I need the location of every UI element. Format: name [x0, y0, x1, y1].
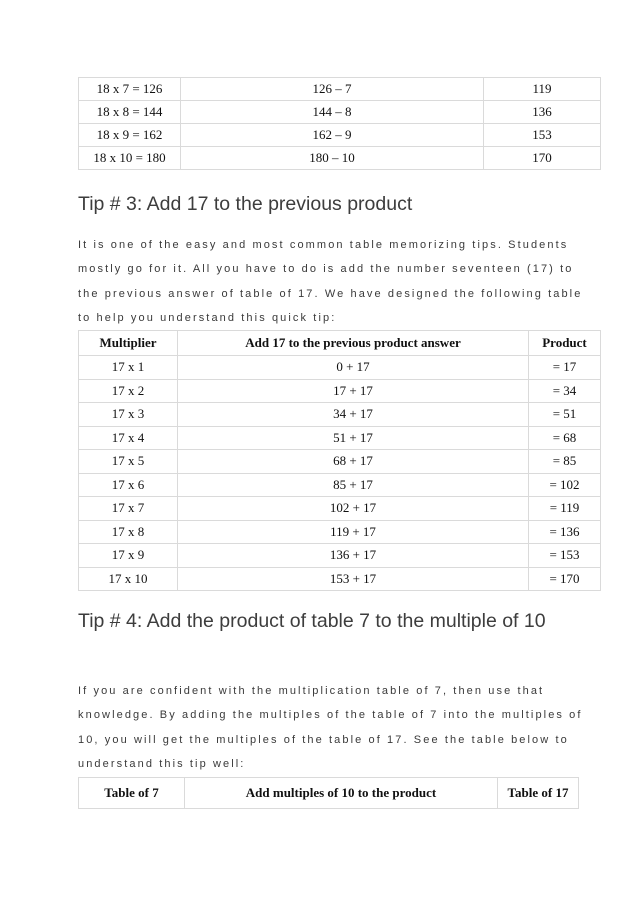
table-cell: 102 + 17: [178, 497, 529, 521]
table-row: [79, 473, 601, 497]
table-cell: 170: [484, 147, 601, 170]
column-header: Product: [529, 331, 601, 356]
table-cell: 144 – 8: [181, 101, 484, 124]
table-cell: 17 x 2: [79, 379, 178, 403]
table-cell: = 153: [529, 544, 601, 568]
table-cell: 17 x 9: [79, 544, 178, 568]
tip3-heading: Tip # 3: Add 17 to the previous product: [78, 193, 413, 215]
table-row: [79, 450, 601, 474]
table-cell: 17 x 4: [79, 426, 178, 450]
table-cell: 162 – 9: [181, 124, 484, 147]
table-add-multiples-of-10: [78, 777, 579, 809]
table-row: [79, 426, 601, 450]
table-cell: 18 x 9 = 162: [79, 124, 181, 147]
table-cell: 17 + 17: [178, 379, 529, 403]
table-cell: 51 + 17: [178, 426, 529, 450]
table-cell: 34 + 17: [178, 403, 529, 427]
table-row: [79, 403, 601, 427]
table-cell: 68 + 17: [178, 450, 529, 474]
paragraph-line: understand this tip well:: [78, 757, 246, 770]
table-add-17: [78, 330, 601, 591]
paragraph-line: mostly go for it. All you have to do is add the number seventeen (17) to: [78, 263, 574, 276]
table-cell: = 170: [529, 567, 601, 591]
table-cell: 18 x 10 = 180: [79, 147, 181, 170]
table-cell: 0 + 17: [178, 356, 529, 380]
table-cell: 17 x 7: [79, 497, 178, 521]
table-header-row: [79, 778, 579, 809]
table-row: [79, 544, 601, 568]
column-header: Add 17 to the previous product answer: [178, 331, 529, 356]
table-row: [79, 567, 601, 591]
column-header: Table of 17: [498, 778, 579, 809]
paragraph-line: to help you understand this quick tip:: [78, 311, 337, 324]
table-cell: 180 – 10: [181, 147, 484, 170]
table-cell: 18 x 7 = 126: [79, 78, 181, 101]
table-cell: = 102: [529, 473, 601, 497]
table-cell: 153: [484, 124, 601, 147]
paragraph-line: It is one of the easy and most common table memorizing tips. Students: [78, 239, 569, 251]
column-header: Add multiples of 10 to the product: [185, 778, 498, 809]
table-cell: = 34: [529, 379, 601, 403]
table-row: [79, 356, 601, 380]
paragraph-line: the previous answer of table of 17. We have designed the following table: [78, 287, 583, 300]
table-subtract-multiplier: [78, 77, 601, 170]
table-cell: 126 – 7: [181, 78, 484, 101]
paragraph-line: knowledge. By adding the multiples of the table of 7 into the multiples of: [78, 709, 583, 722]
column-header: Multiplier: [79, 331, 178, 356]
tip4-paragraph: [78, 679, 583, 776]
table-row: [79, 124, 601, 147]
table-cell: 17 x 3: [79, 403, 178, 427]
table-row: [79, 379, 601, 403]
paragraph-line: If you are confident with the multiplication table of 7, then use that: [78, 685, 545, 697]
table-cell: 85 + 17: [178, 473, 529, 497]
column-header: Table of 7: [79, 778, 185, 809]
table-row: [79, 497, 601, 521]
table-cell: 136: [484, 101, 601, 124]
table-cell: 17 x 8: [79, 520, 178, 544]
paragraph-line: 10, you will get the multiples of the table of 17. See the table below to: [78, 733, 569, 746]
tip3-paragraph: [78, 233, 582, 330]
table-cell: 18 x 8 = 144: [79, 101, 181, 124]
table-cell: 119: [484, 78, 601, 101]
table-cell: 17 x 6: [79, 473, 178, 497]
table-cell: 153 + 17: [178, 567, 529, 591]
table-cell: 17 x 5: [79, 450, 178, 474]
table-cell: = 119: [529, 497, 601, 521]
tip4-heading: Tip # 4: Add the product of table 7 to the multiple of 10: [78, 610, 546, 632]
table-cell: = 136: [529, 520, 601, 544]
table-cell: 119 + 17: [178, 520, 529, 544]
table-row: [79, 520, 601, 544]
table-cell: 17 x 1: [79, 356, 178, 380]
table-cell: = 85: [529, 450, 601, 474]
table-cell: = 68: [529, 426, 601, 450]
table-cell: = 51: [529, 403, 601, 427]
table-cell: 17 x 10: [79, 567, 178, 591]
table-cell: 136 + 17: [178, 544, 529, 568]
table-row: [79, 78, 601, 101]
table-row: [79, 101, 601, 124]
table-row: [79, 147, 601, 170]
table-header-row: [79, 331, 601, 356]
table-cell: = 17: [529, 356, 601, 380]
